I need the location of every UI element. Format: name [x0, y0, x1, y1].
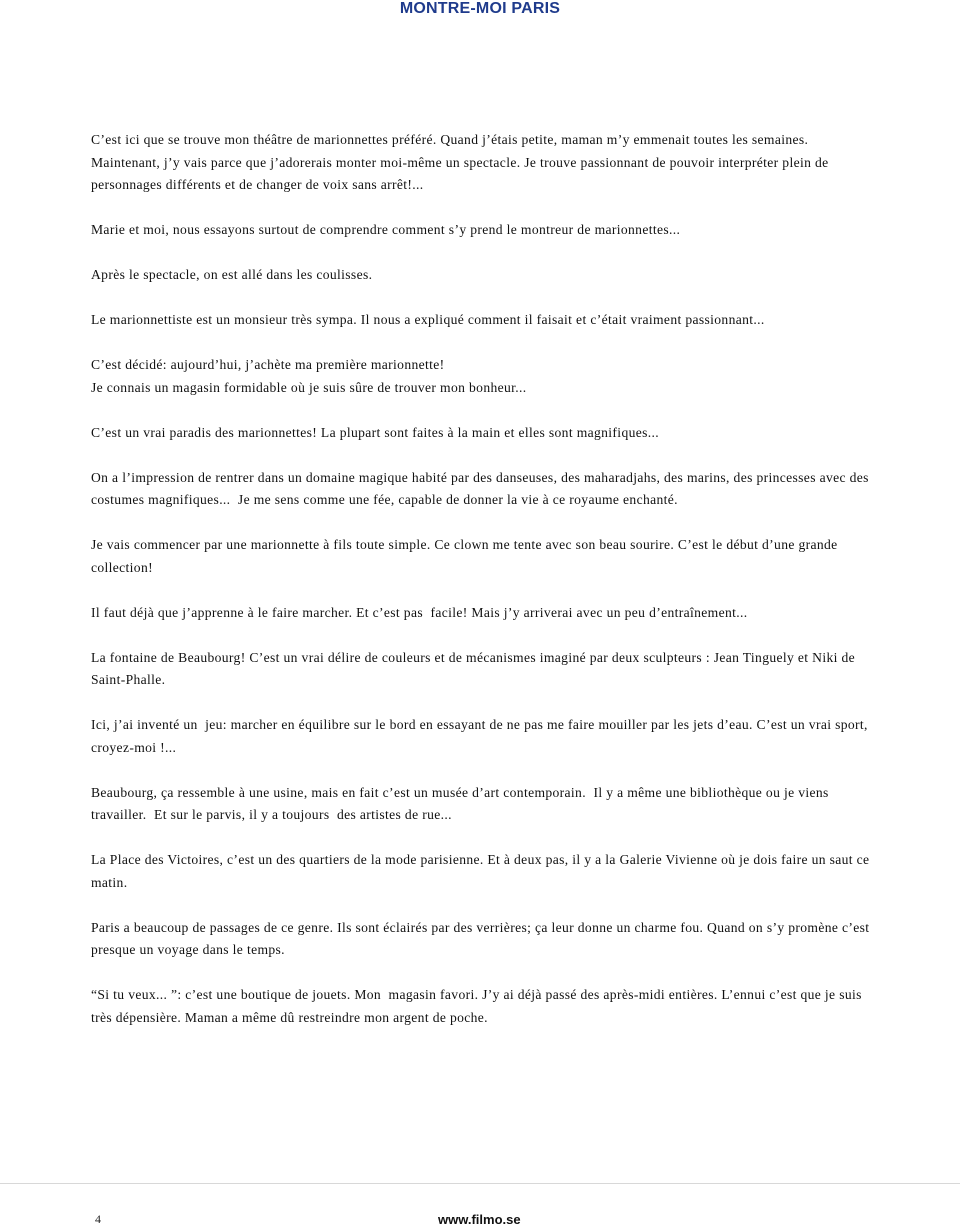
paragraph-after-show: Après le spectacle, on est allé dans les coulisses.: [91, 267, 373, 282]
paragraph-clown: Je vais commencer par une marionnette à fils toute simple. Ce clown me tente avec son beau sourire. C’est le début d’une grande collection!: [91, 537, 842, 575]
footer-divider: [0, 1183, 960, 1184]
paragraph-magic-domain: On a l’impression de rentrer dans un domaine magique habité par des danseuses, des maharadjahs, des marins, des princesses avec des costumes magnifiques... Je me sens comme une fée, capable de donner la vie à ce royaume enchanté.: [91, 469, 873, 507]
paragraph-decided: C’est décidé: aujourd’hui, j’achète ma première marionnette!: [91, 357, 445, 372]
document-header-title: MONTRE-MOI PARIS: [399, 0, 561, 17]
paragraph-place-victoires: La Place des Victoires, c’est un des quartiers de la mode parisienne. Et à deux pas, il y a la Galerie Vivienne où je dois faire un saut ce matin.: [91, 852, 874, 890]
footer-website-url: www.filmo.se: [438, 1212, 521, 1227]
paragraph-balance-game: Ici, j’ai inventé un jeu: marcher en équilibre sur le bord en essayant de ne pas me faire mouiller par les jets d’eau. C’est un vrai sport, croyez-moi !...: [91, 717, 872, 755]
paragraph-fountain: La fontaine de Beaubourg! C’est un vrai délire de couleurs et de mécanismes imaginé par deux sculpteurs : Jean Tinguely et Niki de Saint-Phalle.: [91, 649, 859, 687]
paragraph-paradise: C’est un vrai paradis des marionnettes! La plupart sont faites à la main et elles sont magnifiques...: [91, 424, 660, 440]
paragraph-puppeteer: Le marionnettiste est un monsieur très sympa. Il nous a expliqué comment il faisait et c’était vraiment passionnant...: [91, 312, 765, 327]
page-number: 4: [95, 1212, 101, 1226]
paragraph-marie-and-me: Marie et moi, nous essayons surtout de comprendre comment s’y prend le montreur de marionnettes...: [91, 222, 681, 237]
paragraph-marionette-theatre: C’est ici que se trouve mon théâtre de marionnettes préféré. Quand j’étais petite, maman m’y emmenait toutes les semaines. Maintenant, j’y vais parce que j’adorerais monter moi-même un spectacle. Je trouve passionnant de pouvoir interpréter plein de personnages différents et de changer de voix sans arrêt!...: [91, 132, 833, 192]
paragraph-learn-walk: Il faut déjà que j’apprenne à le faire marcher. Et c’est pas facile! Mais j’y arriverai avec un peu d’entraînement...: [91, 604, 748, 620]
paragraph-beaubourg: Beaubourg, ça ressemble à une usine, mais en fait c’est un musée d’art contemporain. Il y a même une bibliothèque ou je viens travailler. Et sur le parvis, il y a toujours des artistes de rue...: [91, 784, 833, 822]
paragraph-passages: Paris a beaucoup de passages de ce genre. Ils sont éclairés par des verrières; ça leur donne un charme fou. Quand on s’y promène c’est presque un voyage dans le temps.: [91, 919, 874, 957]
paragraph-shop: Je connais un magasin formidable où je suis sûre de trouver mon bonheur...: [91, 379, 527, 395]
paragraph-toy-shop: “Si tu veux... ”: c’est une boutique de jouets. Mon magasin favori. J’y ai déjà passé des après-midi entières. L’ennui c’est que je suis très dépensière. Maman a même dû restreindre mon argent de poche.: [91, 987, 866, 1025]
document-body: [91, 129, 874, 1052]
